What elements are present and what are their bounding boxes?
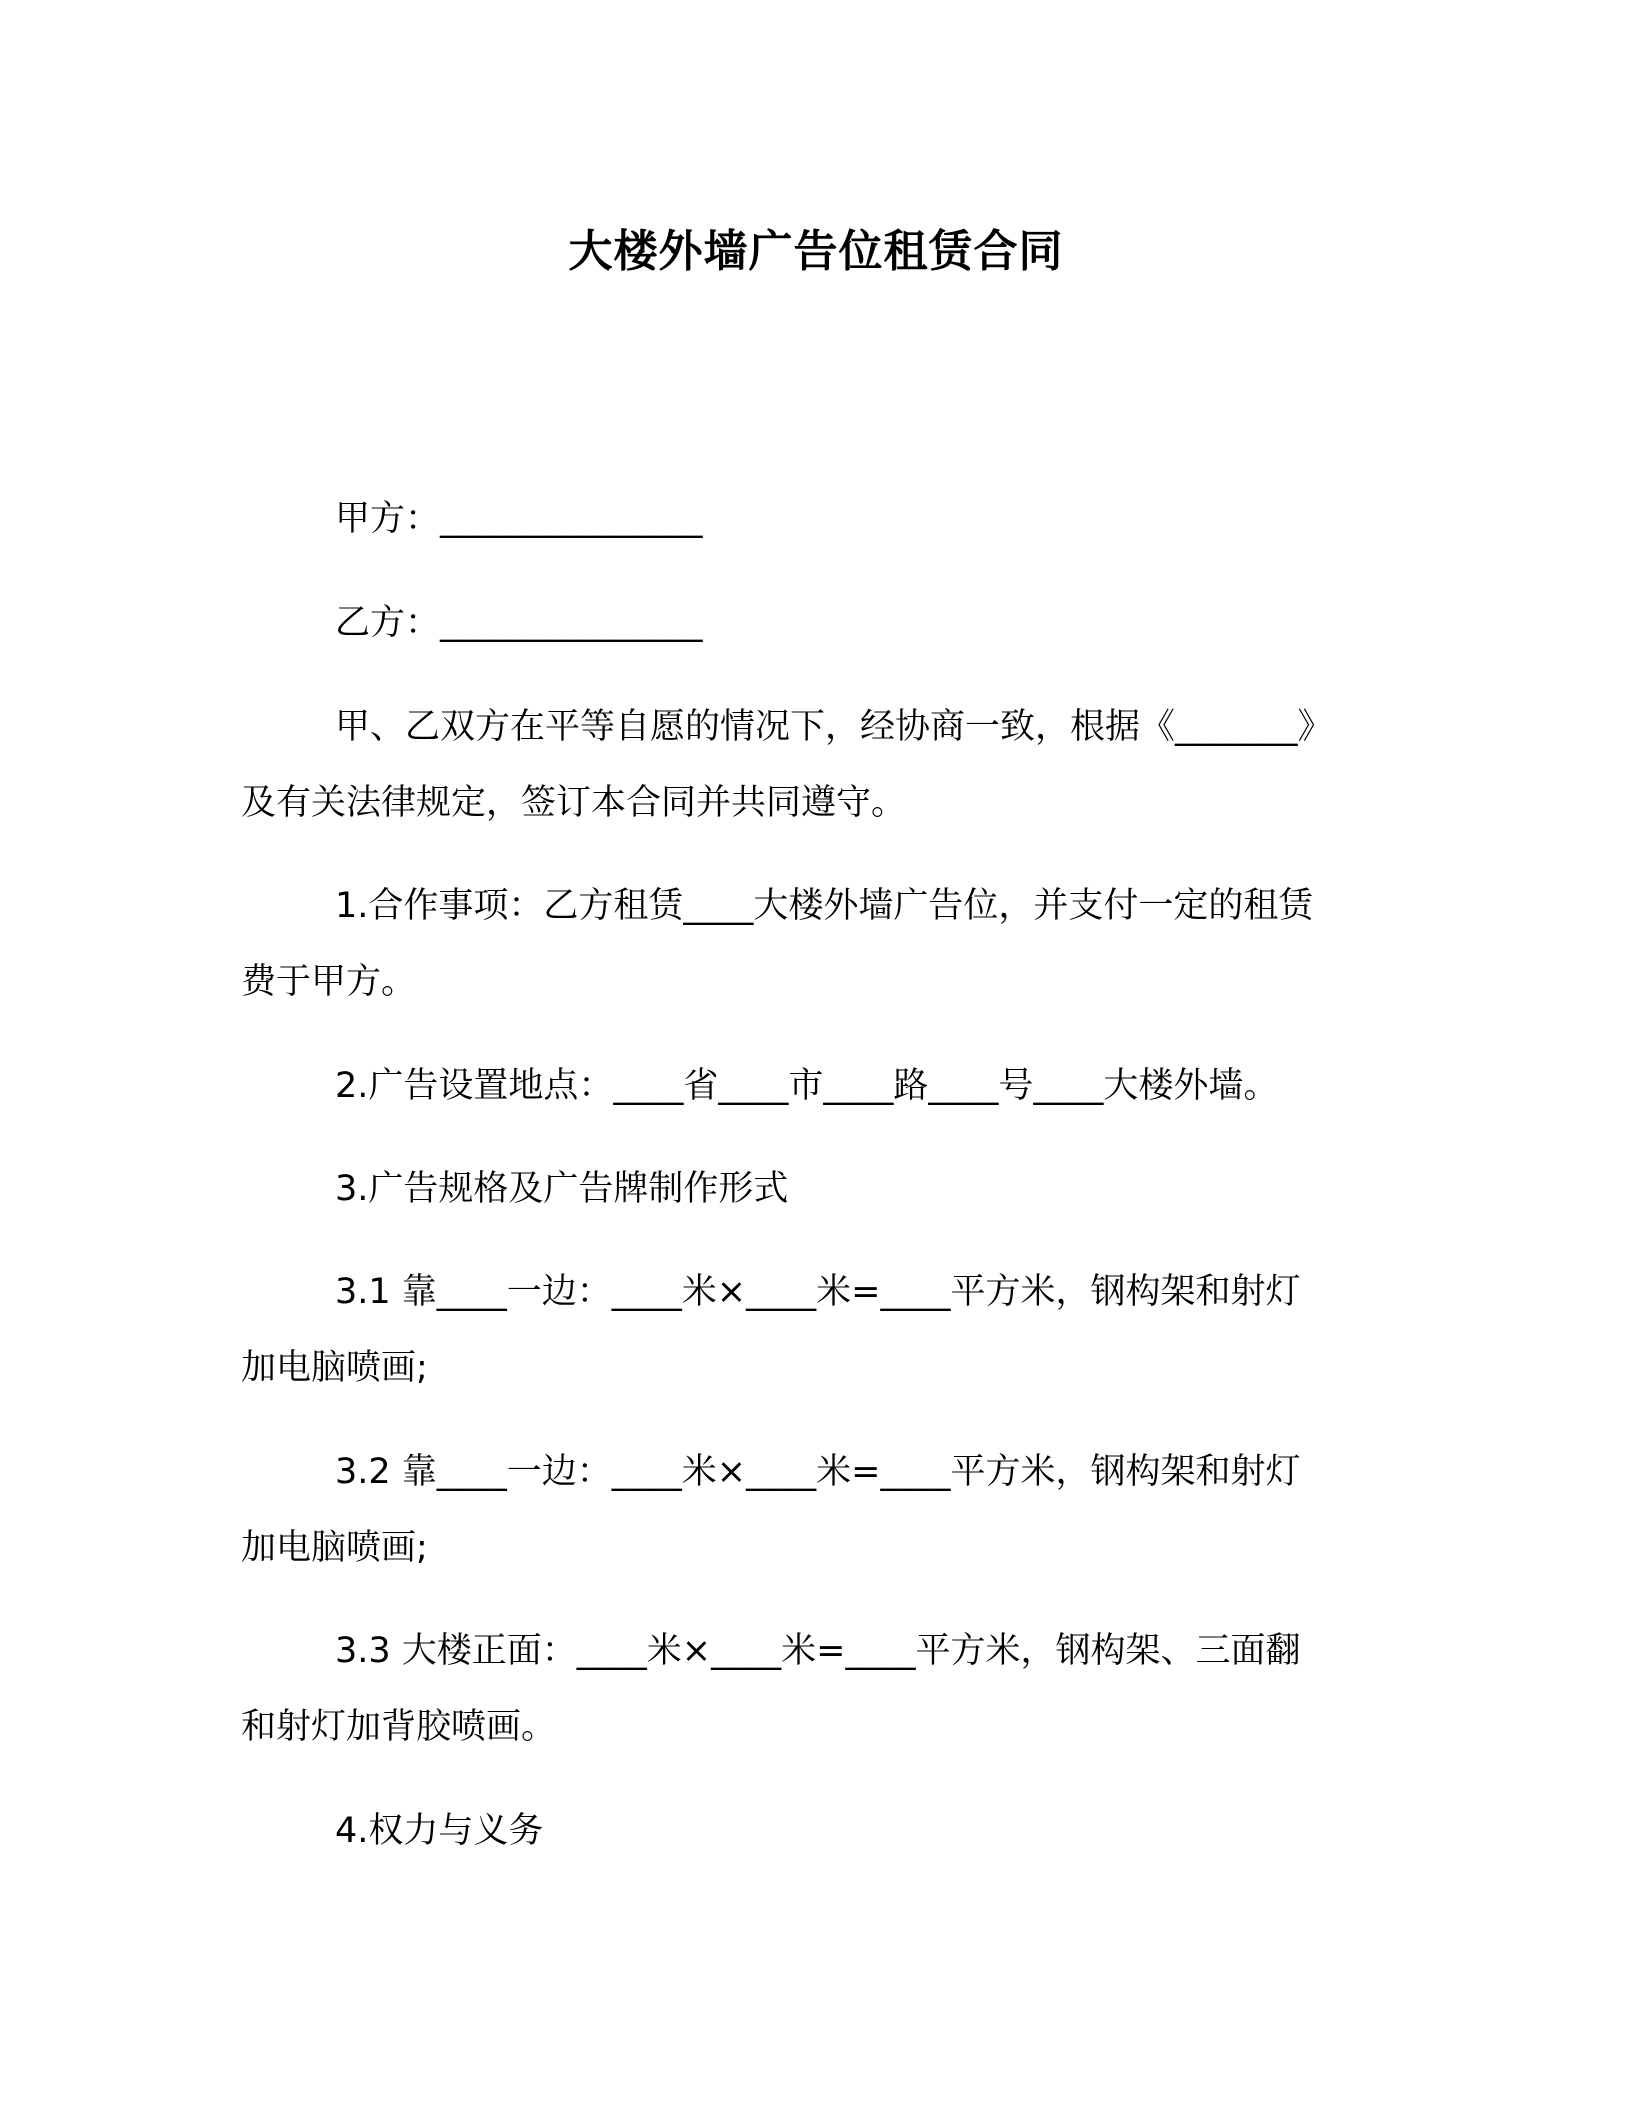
clause-3-3-line-2: 和射灯加背胶喷画。 (241, 1707, 557, 1747)
preamble-line-1: 甲、乙双方在平等自愿的情况下，经协商一致，根据《_______》 (335, 707, 1333, 747)
clause-3-3-line-1: 3.3 大楼正面：____米×____米=____平方米，钢构架、三面翻 (335, 1631, 1301, 1671)
clause-3-1-line-2: 加电脑喷画; (241, 1348, 428, 1388)
party-a-line: 甲方：_______________ (335, 499, 703, 539)
party-b-line: 乙方：_______________ (335, 603, 703, 643)
document-title: 大楼外墙广告位租赁合同 (568, 226, 1064, 277)
clause-3-2-line-1: 3.2 靠____一边：____米×____米=____平方米，钢构架和射灯 (335, 1452, 1301, 1492)
clause-3-heading: 3.广告规格及广告牌制作形式 (335, 1169, 789, 1209)
clause-1-line-2: 费于甲方。 (241, 962, 417, 1002)
clause-2-line: 2.广告设置地点：____省____市____路____号____大楼外墙。 (335, 1066, 1279, 1106)
clause-4-heading: 4.权力与义务 (335, 1811, 544, 1851)
clause-3-1-line-1: 3.1 靠____一边：____米×____米=____平方米，钢构架和射灯 (335, 1272, 1301, 1312)
clause-1-line-1: 1.合作事项：乙方租赁____大楼外墙广告位，并支付一定的租赁 (335, 886, 1314, 926)
clause-3-2-line-2: 加电脑喷画; (241, 1528, 428, 1568)
preamble-line-2: 及有关法律规定，签订本合同并共同遵守。 (241, 783, 907, 823)
